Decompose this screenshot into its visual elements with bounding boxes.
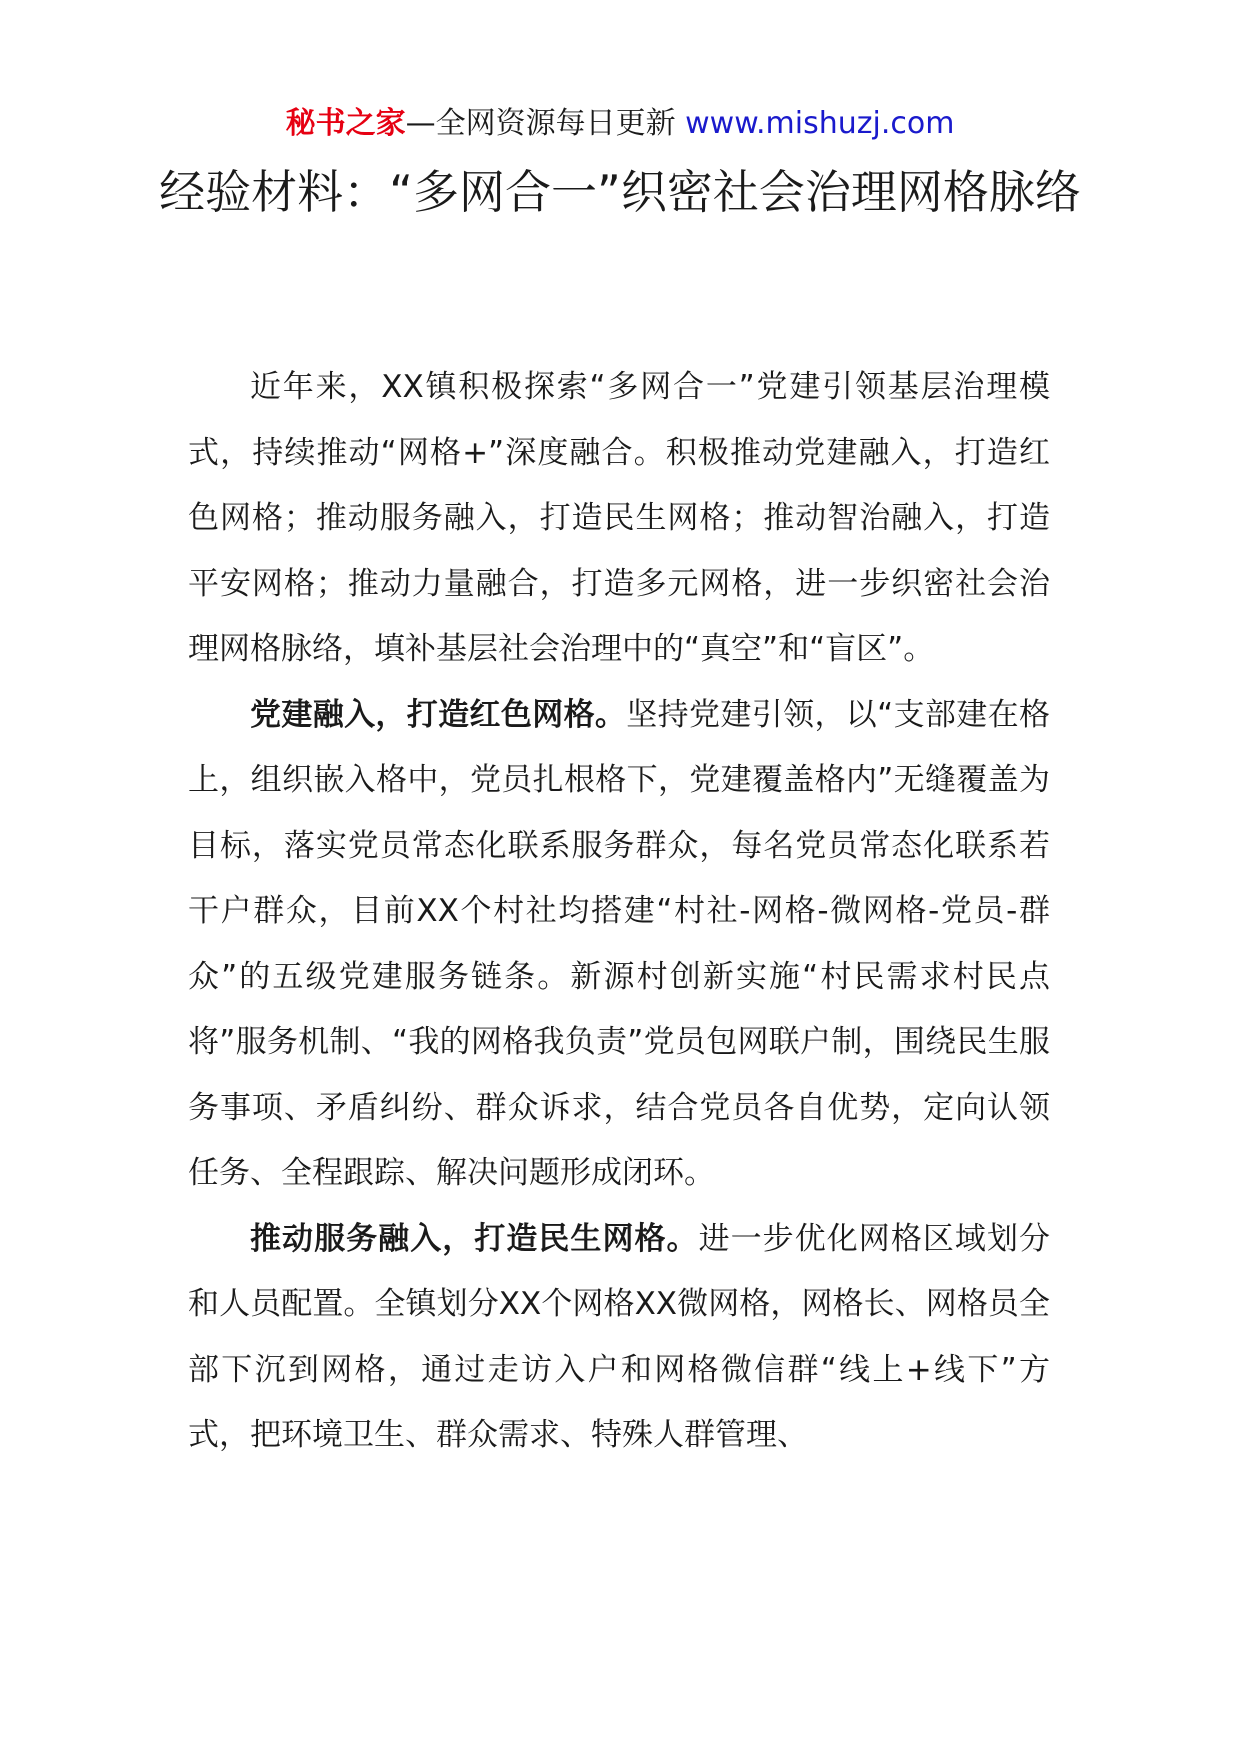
site-slogan: —全网资源每日更新 [405,106,686,141]
paragraph-intro [188,355,1050,683]
site-brand: 秘书之家 [285,106,406,141]
paragraph-text: 近年来，XX镇积极探索“多网合一”党建引领基层治理模式，持续推动“网格+”深度融合。积极推动党建融入，打造红色网格；推动服务融入，打造民生网格；推动智治融入，打造平安网格；推动力量融合，打造多元网格，进一步织密社会治理网格脉络，填补基层社会治理中的“真空”和“盲区”。 [188,369,1050,667]
paragraph-text: 坚持党建引领，以“支部建在格上，组织嵌入格中，党员扎根格下，党建覆盖格内”无缝覆盖为目标，落实党员常态化联系服务群众，每名党员常态化联系若干户群众，目前XX个村社均搭建“村社-网格-微网格-党员-群众”的五级党建服务链条。新源村创新实施“村民需求村民点将”服务机制、“我的网格我负责”党员包网联户制，围绕民生服务事项、矛盾纠纷、群众诉求，结合党员各自优势，定向认领任务、全程跟踪、解决问题形成闭环。 [188,696,1051,1191]
site-header [0,104,1240,144]
paragraph-text: 进一步优化网格区域划分和人员配置。全镇划分XX个网格XX微网格，网格长、网格员全部下沉到网格，通过走访入户和网格微信群“线上+线下”方式，把环境卫生、群众需求、特殊人群管理、 [188,1220,1051,1453]
paragraph-red-grid [188,683,1050,1207]
site-url-link[interactable]: www.mishuzj.com [685,106,955,141]
paragraph-lead: 党建融入，打造红色网格。 [250,696,627,733]
document-title: 经验材料：“多网合一”织密社会治理网格脉络 [159,165,1081,219]
document-body [188,355,1050,1469]
paragraph-lead: 推动服务融入，打造民生网格。 [250,1220,699,1257]
paragraph-livelihood-grid [188,1207,1050,1469]
